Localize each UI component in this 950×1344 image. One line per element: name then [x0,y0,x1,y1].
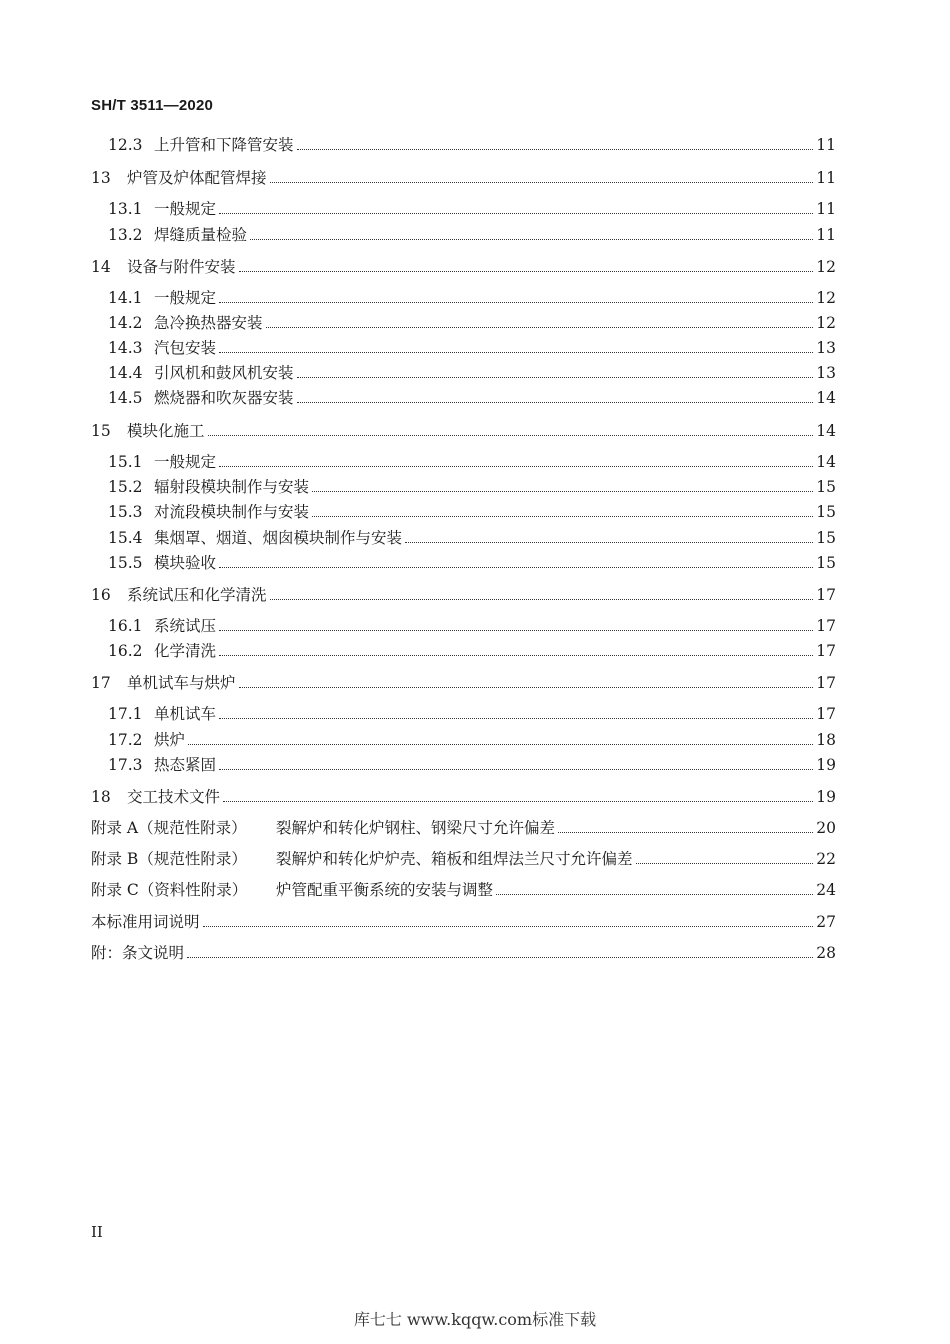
toc-entry-page: 14 [816,389,836,407]
toc-entry-number: 附录 A（规范性附录） [91,819,247,837]
toc-entry[interactable] [108,225,836,245]
toc-entry-title: 交工技术文件 [127,788,221,806]
toc-entry[interactable] [108,363,836,383]
toc-entry-page: 19 [816,756,836,774]
toc-entry[interactable] [108,199,836,219]
toc-entry-page: 20 [816,819,836,837]
toc-entry[interactable] [91,168,836,188]
toc-entry-page: 11 [816,136,836,154]
toc-entry-title: 附：条文说明 [91,944,185,962]
toc-entry-number: 17.1 [108,705,143,723]
toc-entry-number: 14.3 [108,339,143,357]
toc-entry[interactable] [91,421,836,441]
toc-entry-number: 17.3 [108,756,143,774]
toc-entry-page: 12 [816,289,836,307]
toc-entry[interactable] [91,673,836,693]
toc-entry-page: 13 [816,339,836,357]
toc-entry-page: 17 [816,705,836,723]
toc-entry-page: 24 [816,881,836,899]
toc-entry-title: 化学清洗 [154,642,217,660]
toc-entry-title: 引风机和鼓风机安装 [154,364,294,382]
toc-entry[interactable] [108,528,836,548]
toc-entry-title: 焊缝质量检验 [154,226,248,244]
toc-entry-number: 16.1 [108,617,143,635]
toc-entry-page: 11 [816,200,836,218]
toc-entry-page: 17 [816,617,836,635]
toc-entry-number: 18 [91,788,111,806]
toc-dot-leader [297,401,814,403]
page-number: II [91,1223,103,1241]
toc-entry-page: 27 [816,913,836,931]
toc-dot-leader [496,893,813,895]
toc-entry[interactable] [108,452,836,472]
toc-entry[interactable] [91,257,836,277]
toc-entry-number: 15.3 [108,503,143,521]
toc-entry-number: 13 [91,169,111,187]
toc-dot-leader [219,717,813,719]
toc-dot-leader [405,541,813,543]
toc-entry-number: 14 [91,258,111,276]
toc-entry-title: 本标准用词说明 [91,913,200,931]
toc-entry-title: 模块验收 [154,554,217,572]
toc-entry-title: 烘炉 [154,731,186,749]
toc-dot-leader [250,238,813,240]
toc-entry-page: 12 [816,314,836,332]
toc-entry-title: 热态紧固 [154,756,217,774]
toc-dot-leader [297,376,814,378]
toc-entry[interactable] [91,912,836,932]
toc-entry-number: 14.4 [108,364,143,382]
toc-entry[interactable] [108,755,836,775]
toc-entry-title: 模块化施工 [127,422,205,440]
toc-dot-leader [219,629,813,631]
toc-entry-page: 12 [816,258,836,276]
toc-entry[interactable] [108,730,836,750]
toc-entry-number: 14.2 [108,314,143,332]
toc-entry-title: 炉管配重平衡系统的安装与调整 [276,881,494,899]
toc-dot-leader [219,566,813,568]
toc-entry-number: 13.2 [108,226,143,244]
toc-dot-leader [219,212,813,214]
toc-entry-page: 14 [816,453,836,471]
toc-entry[interactable] [91,849,836,869]
toc-entry-number: 15 [91,422,111,440]
toc-entry-page: 22 [816,850,836,868]
toc-entry[interactable] [108,135,836,155]
toc-entry[interactable] [91,787,836,807]
toc-entry[interactable] [108,338,836,358]
toc-dot-leader [312,490,813,492]
toc-entry[interactable] [108,704,836,724]
toc-entry[interactable] [108,477,836,497]
toc-entry[interactable] [91,818,836,838]
toc-entry[interactable] [108,616,836,636]
toc-entry-number: 17.2 [108,731,143,749]
toc-dot-leader [558,831,813,833]
toc-dot-leader [239,270,814,272]
toc-dot-leader [223,800,813,802]
toc-entry-title: 一般规定 [154,200,217,218]
toc-entry-number: 14.5 [108,389,143,407]
toc-entry-number: 15.4 [108,529,143,547]
toc-entry-page: 14 [816,422,836,440]
toc-entry-number: 15.2 [108,478,143,496]
toc-entry-page: 11 [816,226,836,244]
toc-entry-page: 17 [816,586,836,604]
toc-dot-leader [297,148,814,150]
toc-entry-title: 上升管和下降管安装 [154,136,294,154]
toc-entry-number: 14.1 [108,289,143,307]
toc-dot-leader [219,351,813,353]
toc-dot-leader [219,654,813,656]
toc-entry-title: 裂解炉和转化炉钢柱、钢梁尺寸允许偏差 [276,819,556,837]
toc-dot-leader [636,862,814,864]
toc-dot-leader [219,768,813,770]
toc-entry-page: 15 [816,478,836,496]
toc-entry-number: 15.5 [108,554,143,572]
toc-entry[interactable] [91,880,836,900]
toc-entry-number: 17 [91,674,111,692]
toc-entry-title: 燃烧器和吹灰器安装 [154,389,294,407]
toc-entry-page: 15 [816,503,836,521]
toc-entry-page: 17 [816,674,836,692]
toc-entry[interactable] [108,553,836,573]
toc-entry[interactable] [108,288,836,308]
toc-entry-title: 设备与附件安装 [127,258,236,276]
toc-entry-number: 16.2 [108,642,143,660]
toc-entry-title: 集烟罩、烟道、烟囱模块制作与安装 [154,529,403,547]
toc-entry-title: 对流段模块制作与安装 [154,503,310,521]
toc-entry[interactable] [91,585,836,605]
toc-dot-leader [208,434,814,436]
toc-entry[interactable] [108,502,836,522]
toc-dot-leader [270,598,814,600]
toc-entry[interactable] [91,943,836,963]
toc-entry-page: 15 [816,529,836,547]
toc-entry-title: 炉管及炉体配管焊接 [127,169,267,187]
toc-entry-number: 12.3 [108,136,143,154]
toc-dot-leader [312,515,813,517]
toc-dot-leader [203,925,814,927]
document-code-header: SH/T 3511—2020 [91,97,214,114]
toc-entry-page: 11 [816,169,836,187]
toc-entry-title: 急冷换热器安装 [154,314,263,332]
toc-entry-page: 28 [816,944,836,962]
toc-entry-page: 19 [816,788,836,806]
toc-entry-title: 汽包安装 [154,339,217,357]
toc-entry-title: 单机试车 [154,705,217,723]
toc-entry-page: 15 [816,554,836,572]
toc-dot-leader [239,686,814,688]
toc-dot-leader [219,301,813,303]
toc-entry-title: 裂解炉和转化炉炉壳、箱板和组焊法兰尺寸允许偏差 [276,850,633,868]
toc-entry[interactable] [108,313,836,333]
toc-entry-number: 附录 C（资料性附录） [91,881,248,899]
toc-entry-title: 系统试压和化学清洗 [127,586,267,604]
toc-entry-title: 辐射段模块制作与安装 [154,478,310,496]
toc-entry-number: 13.1 [108,200,143,218]
watermark-text: 库七七 www.kqqw.com标准下载 [353,1310,597,1329]
toc-dot-leader [188,743,813,745]
toc-entry-page: 18 [816,731,836,749]
toc-entry-title: 一般规定 [154,289,217,307]
toc-entry[interactable] [108,641,836,661]
toc-dot-leader [270,181,814,183]
toc-entry-number: 附录 B（规范性附录） [91,850,247,868]
toc-entry-page: 17 [816,642,836,660]
toc-entry-title: 单机试车与烘炉 [127,674,236,692]
toc-dot-leader [266,326,814,328]
toc-dot-leader [187,956,813,958]
toc-dot-leader [219,465,813,467]
toc-entry-title: 一般规定 [154,453,217,471]
toc-entry-title: 系统试压 [154,617,217,635]
toc-entry-page: 13 [816,364,836,382]
toc-entry-number: 15.1 [108,453,143,471]
toc-entry-number: 16 [91,586,111,604]
toc-entry[interactable] [108,388,836,408]
